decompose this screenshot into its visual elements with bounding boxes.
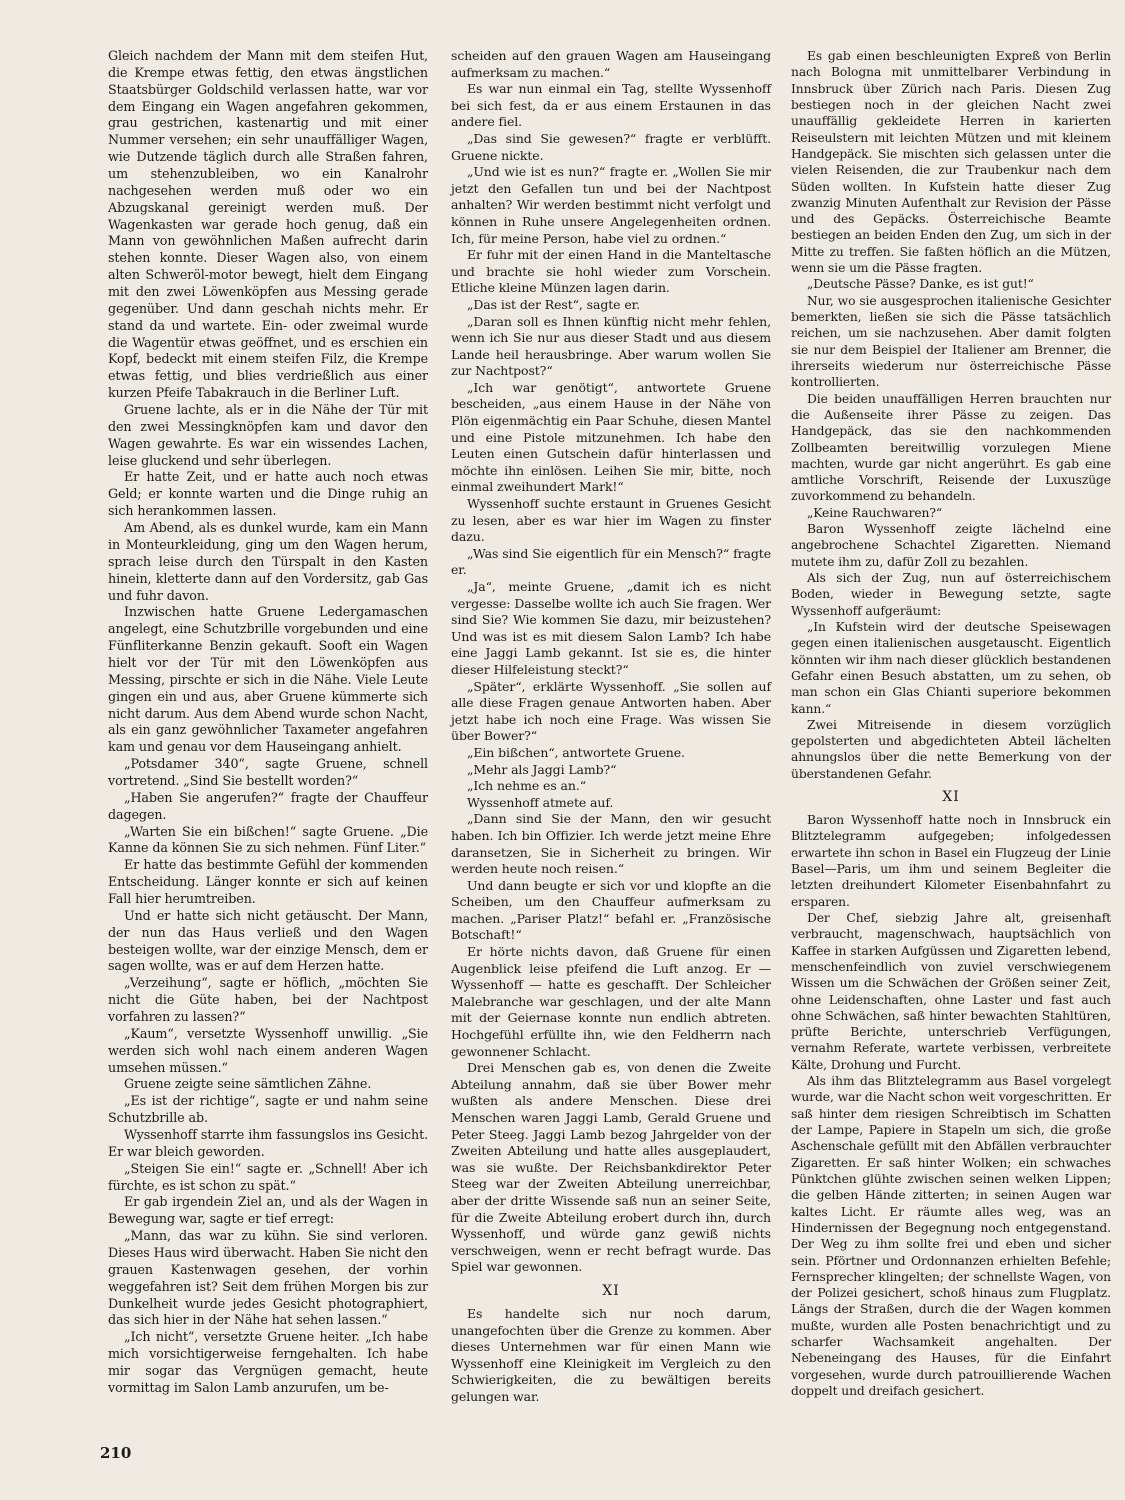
paragraph: Der Chef, siebzig Jahre alt, greisenhaft verbraucht, magenschwach, hauptsächlich von Kaffee in starken Aufgüssen und Zigaretten lebend, menschenfeindlich von zuviel verschwiegenem Wissen um die Schwächen der Größen seiner Zeit, ohne Leidenschaften, ohne Laster und fast auch ohne Schwächen, saß hinter bewachten Stahltüren, prüfte Berichte, unterschrieb Verfügungen, vernahm Referate, wartete verbissen, verbreitete Kälte, Drohung und Furcht.	[791, 910, 1111, 1072]
paragraph: „Es ist der richtige“, sagte er und nahm seine Schutzbrille ab.	[108, 1093, 428, 1126]
paragraph: Die beiden unauffälligen Herren brauchten nur die Außenseite ihrer Pässe zu zeigen. Das Handgepäck, das sie den nachkommenden Zollbeamten bereitwillig vorzulegen Miene machten, wurde gar nicht angerührt. Es gab eine amtliche Vorschrift, Reisende der Luxuszüge zuvorkommend zu behandeln.	[791, 391, 1111, 504]
paragraph: scheiden auf den grauen Wagen am Hauseingang aufmerksam zu machen.“	[451, 48, 771, 80]
paragraph: Er hörte nichts davon, daß Gruene für einen Augenblick leise pfeifend die Luft anzog. Er — Wyssenhoff — hatte es geschafft. Der Schleicher Malebranche war geschlagen, und der alte Mann mit der Geiernase konnte nun endlich abtreten. Hochgefühl erfüllte ihn, wie den Feldherrn nach gewonnener Schlacht.	[451, 944, 771, 1059]
paragraph: „Ein bißchen“, antwortete Gruene.	[467, 744, 685, 760]
paragraph: „Steigen Sie ein!“ sagte er. „Schnell! Aber ich fürchte, es ist schon zu spät.“	[108, 1160, 428, 1193]
paragraph: Wyssenhoff suchte erstaunt in Gruenes Gesicht zu lesen, aber es war hier im Wagen zu finster dazu.	[451, 496, 771, 545]
paragraph: Drei Menschen gab es, von denen die Zweite Abteilung annahm, daß sie über Bower mehr wußten als andere Menschen. Diese drei Menschen waren Jaggi Lamb, Gerald Gruene und Peter Steeg. Jaggi Lamb bezog Jahrgelder von der Zweiten Abteilung und hatte alles ausgeplaudert, was sie wußte. Der Reichsbankdirektor Peter Steeg war der Zweiten Abteilung unerreichbar, aber der dritte Wissende saß nun an seiner Seite, für die Zweite Abteilung erobert durch ihn, durch Wyssenhoff, und würde ganz gewiß nichts verschweigen, wenn er recht befragt wurde. Das Spiel war gewonnen.	[451, 1060, 771, 1275]
paragraph: Inzwischen hatte Gruene Ledergamaschen angelegt, eine Schutzbrille vorgebunden und eine Fünfliterkanne Benzin gekauft. Sooft ein Wagen hielt vor der Tür mit den Löwenköpfen aus Messing, pirschte er sich in die Nähe. Viele Leute gingen ein und aus, aber Gruene kümmerte sich nicht darum. Aus dem Abend wurde schon Nacht, als ein ganz gewöhnlicher Taxameter angefahren kam und genau vor dem Hauseingang anhielt.	[108, 604, 428, 755]
paragraph: Und dann beugte er sich vor und klopfte an die Scheiben, um den Chauffeur aufmerksam zu machen. „Pariser Platz!“ befahl er. „Französische Botschaft!“	[451, 877, 771, 943]
paragraph: Es handelte sich nur noch darum, unangefochten über die Grenze zu kommen. Aber dieses Unternehmen war für einen Mann wie Wyssenhoff eine Kleinigkeit im Vergleich zu den Schwierigkeiten, die zu bewältigen bereits gelungen war.	[451, 1305, 771, 1404]
paragraph: Zwei Mitreisende in diesem vorzüglich gepolsterten und abgedichteten Abteil lächelten ahnungslos über die nette Bemerkung von der überstandenen Gefahr.	[791, 717, 1111, 781]
paragraph: Am Abend, als es dunkel wurde, kam ein Mann in Monteurkleidung, ging um den Wagen herum, sprach leise durch den Türspalt in den Kasten hinein, kletterte dann auf den Vordersitz, gab Gas und fuhr davon.	[108, 520, 428, 603]
paragraph: „Was sind Sie eigentlich für ein Mensch?“ fragte er.	[451, 545, 771, 578]
paragraph: „Ich nicht“, versetzte Gruene heiter. „Ich habe mich vorsichtigerweise ferngehalten. Ich habe mir sogar das Vergnügen gemacht, heute vormittag im Salon Lamb anzurufen, um be-	[108, 1329, 428, 1395]
text-column-1	[108, 48, 428, 1397]
paragraph: Er hatte Zeit, und er hatte auch noch etwas Geld; er konnte warten und die Dinge ruhig an sich herankommen lassen.	[108, 469, 428, 519]
paragraph: Er hatte das bestimmte Gefühl der kommenden Entscheidung. Länger konnte er sich auf keinen Fall hier herumtreiben.	[108, 857, 428, 906]
text-column-2	[451, 48, 771, 1406]
paragraph: „Das sind Sie gewesen?“ fragte er verblüfft. Gruene nickte.	[451, 130, 771, 163]
page-number: 210	[100, 1444, 132, 1462]
paragraph: Als ihm das Blitztelegramm aus Basel vorgelegt wurde, war die Nacht schon weit vorgeschritten. Er saß hinter dem riesigen Schreibtisch im Schatten der Lampe, Papiere in Stapeln um sich, die große Aschenschale gefüllt mit den Abfällen verbrauchter Zigaretten. Er saß hinter Wolken; ein schwaches Pünktchen glühte zwischen seinen welken Lippen; die gelben Hände zitterten; in seinen Augen war kaltes Licht. Er räumte alles weg, was an Hindernissen der Begegnung noch entgegenstand. Der Weg zu ihm sollte frei und eben und sicher sein. Pförtner und Ordonnanzen erhielten Befehle; Fernsprecher klingelten; der schnellste Wagen, von der Polizei gesichert, schoß hinaus zum Flugplatz. Längs der Straßen, durch die der Wagen kommen mußte, wurden alle Posten benachrichtigt und zu scharfer Wachsamkeit angehalten. Der Nebeneingang des Hauses, für die Einfahrt vorgesehen, wurde durch patrouillierende Wachen doppelt und dreifach gesichert.	[791, 1074, 1111, 1398]
paragraph: Gruene lachte, als er in die Nähe der Tür mit den zwei Messingknöpfen kam und davor den Wagen gewahrte. Es war ein wissendes Lachen, leise gluckend und sehr überlegen.	[108, 402, 428, 468]
paragraph: „Ich war genötigt“, antwortete Gruene bescheiden, „aus einem Hause in der Nähe von Plön eigenmächtig ein Paar Schuhe, diesen Mantel und eine Pistole mitzunehmen. Ich habe den Leuten einen Gutschein dafür hinterlassen und möchte ihn einlösen. Leihen Sie mir, bitte, noch einmal zweihundert Mark!“	[451, 379, 771, 495]
paragraph: „Kaum“, versetzte Wyssenhoff unwillig. „Sie werden sich wohl nach einem anderen Wagen umsehen müssen.“	[108, 1025, 428, 1075]
paragraph: „Dann sind Sie der Mann, den wir gesucht haben. Ich bin Offizier. Ich werde jetzt meine Ehre daransetzen, Sie in Sicherheit zu bringen. Wir werden heute noch reisen.“	[451, 811, 771, 877]
paragraph: Gleich nachdem der Mann mit dem steifen Hut, die Krempe etwas fettig, den etwas ängstlichen Staatsbürger Goldschild verlassen hatte, war vor dem Eingang ein Wagen angefahren gekommen, grau gestrichen, kastenartig und mit einer Nummer versehen; ein sehr unauffälliger Wagen, wie Dutzende täglich durch alle Straßen fahren, um stehenzubleiben, wo ein Kanalrohr nachgesehen werden muß oder wo ein Abzugskanal gereinigt werden muß. Der Wagenkasten war gerade hoch genug, daß ein Mann von gewöhnlichen Maßen aufrecht darin stehen konnte. Dieser Wagen also, von einem alten Schweröl-motor bewegt, hielt dem Eingang mit den zwei Löwenköpfen aus Messing gerade gegenüber. Und dann geschah nichts mehr. Er stand da und wartete. Ein- oder zweimal wurde die Wagentür etwas geöffnet, und es erschien ein Kopf, bedeckt mit einem steifen Filz, die Krempe etwas fettig, und blies verdrießlich aus einer kurzen Pfeife Tabakrauch in die Berliner Luft.	[108, 48, 428, 401]
paragraph: „Und wie ist es nun?“ fragte er. „Wollen Sie mir jetzt den Gefallen tun und bei der Nachtpost anhalten? Wir werden bestimmt nicht verfolgt und können in Ruhe unsere Angelegenheiten ordnen. Ich, für meine Person, habe viel zu ordnen.“	[451, 164, 771, 246]
paragraph: Baron Wyssenhoff hatte noch in Innsbruck ein Blitztelegramm aufgegeben; infolgedessen erwartete ihn schon in Basel ein Flugzeug der Linie Basel—Paris, um ihm und seinem Begleiter die letzten dreihundert Kilometer Eisenbahnfahrt zu ersparen.	[791, 813, 1111, 909]
paragraph: Nur, wo sie ausgesprochen italienische Gesichter bemerkten, ließen sie sich die Pässe tatsächlich reichen, um sie nachzusehen. Aber damit folgten sie nur dem Beispiel der Italiener am Brenner, die ihrerseits wiederum nur österreichische Pässe kontrollierten.	[791, 293, 1111, 390]
section-heading: XI	[602, 1282, 620, 1299]
paragraph: „Deutsche Pässe? Danke, es ist gut!“	[807, 277, 1034, 292]
paragraph: „Potsdamer 340“, sagte Gruene, schnell vortretend. „Sind Sie bestellt worden?“	[108, 756, 428, 788]
paragraph: Und er hatte sich nicht getäuscht. Der Mann, der nun das Haus verließ und den Wagen besteigen wollte, war der einzige Mensch, dem er sagen wollte, was er auf dem Herzen hatte.	[108, 907, 428, 974]
paragraph: „Haben Sie angerufen?“ fragte der Chauffeur dagegen.	[108, 789, 428, 822]
paragraph: Gruene zeigte seine sämtlichen Zähne.	[124, 1076, 372, 1092]
paragraph: Als sich der Zug, nun auf österreichischem Boden, wieder in Bewegung setzte, sagte Wyssenhoff aufgeräumt:	[791, 571, 1111, 618]
paragraph: Es war nun einmal ein Tag, stellte Wyssenhoff bei sich fest, da er aus einem Erstaunen in das andere fiel.	[451, 81, 771, 130]
paragraph: „Später“, erklärte Wyssenhoff. „Sie sollen auf alle diese Fragen genaue Antworten haben. Aber jetzt habe ich noch eine Frage. Was wissen Sie über Bower?“	[451, 678, 771, 744]
paragraph: Es gab einen beschleunigten Expreß von Berlin nach Bologna mit unmittelbarer Verbindung in Innsbruck über Zürich nach Paris. Diesen Zug bestiegen noch in der gleichen Nacht zwei unauffällig gekleidete Herren in karierten Reiseulstern mit leichten Mützen und mit kleinem Handgepäck. Sie mischten sich gelassen unter die vielen Reisenden, die zur Traubenkur nach dem Süden wollten. In Kufstein hatte dieser Zug zwanzig Minuten Aufenthalt zur Revision der Pässe und des Gepäcks. Österreichische Beamte bestiegen an beiden Enden den Zug, um sich in der Mitte zu treffen. Sie faßten höflich an die Mützen, wenn sie um die Pässe fragten.	[791, 49, 1111, 276]
text-column-3	[791, 48, 1111, 1399]
paragraph: „Ich nehme es an.“	[467, 778, 587, 794]
paragraph: „Daran soll es Ihnen künftig nicht mehr fehlen, wenn ich Sie nur aus dieser Stadt und aus diesem Lande heil herausbringe. Aber warum wollen Sie zur Nachtpost?“	[451, 313, 771, 379]
paragraph: „In Kufstein wird der deutsche Speisewagen gegen einen italienischen ausgetauscht. Eigentlich könnten wir ihm nach dieser glücklich bestandenen Gefahr einen Besuch abstatten, um zu sehen, ob man schon ein Glas Chianti superiore bekommen kann.“	[791, 619, 1111, 716]
paragraph: Wyssenhoff atmete auf.	[467, 794, 614, 810]
section-heading: XI	[942, 789, 960, 806]
paragraph: „Verzeihung“, sagte er höflich, „möchten Sie nicht die Güte haben, bei der Nachtpost vorfahren zu lassen?“	[108, 975, 428, 1024]
paragraph: „Ja“, meinte Gruene, „damit ich es nicht vergesse: Dasselbe wollte ich auch Sie fragen. Wer sind Sie? Wie kommen Sie dazu, mir beizustehen? Und was ist es mit diesem Salon Lamb? Ich habe eine Jaggi Lamb gekannt. Ist sie es, die hinter dieser Hilfeleistung steckt?“	[451, 579, 771, 677]
paragraph: Er gab irgendein Ziel an, und als der Wagen in Bewegung war, sagte er tief erregt:	[108, 1194, 428, 1227]
paragraph: Wyssenhoff starrte ihm fassungslos ins Gesicht. Er war bleich geworden.	[108, 1127, 428, 1159]
paragraph: Er fuhr mit der einen Hand in die Manteltasche und brachte sie hohl wieder zum Vorschein. Etliche kleine Münzen lagen darin.	[451, 247, 771, 296]
paragraph: Baron Wyssenhoff zeigte lächelnd eine angebrochene Schachtel Zigaretten. Niemand mutete ihm zu, dafür Zoll zu bezahlen.	[791, 522, 1111, 569]
paragraph: „Das ist der Rest“, sagte er.	[467, 296, 641, 312]
paragraph: „Warten Sie ein bißchen!“ sagte Gruene. „Die Kanne da können Sie zu sich nehmen. Fünf Liter.“	[108, 823, 428, 856]
paragraph: „Mann, das war zu kühn. Sie sind verloren. Dieses Haus wird überwacht. Haben Sie nicht den grauen Kastenwagen gesehen, der vorhin weggefahren ist? Seit dem frühen Morgen bis zur Dunkelheit wurde jedes Gesicht photographiert, das sich hier in der Nähe hat sehen lassen.“	[108, 1228, 429, 1328]
paragraph: „Mehr als Jaggi Lamb?“	[467, 761, 617, 777]
paragraph: „Keine Rauchwaren?“	[807, 505, 943, 520]
